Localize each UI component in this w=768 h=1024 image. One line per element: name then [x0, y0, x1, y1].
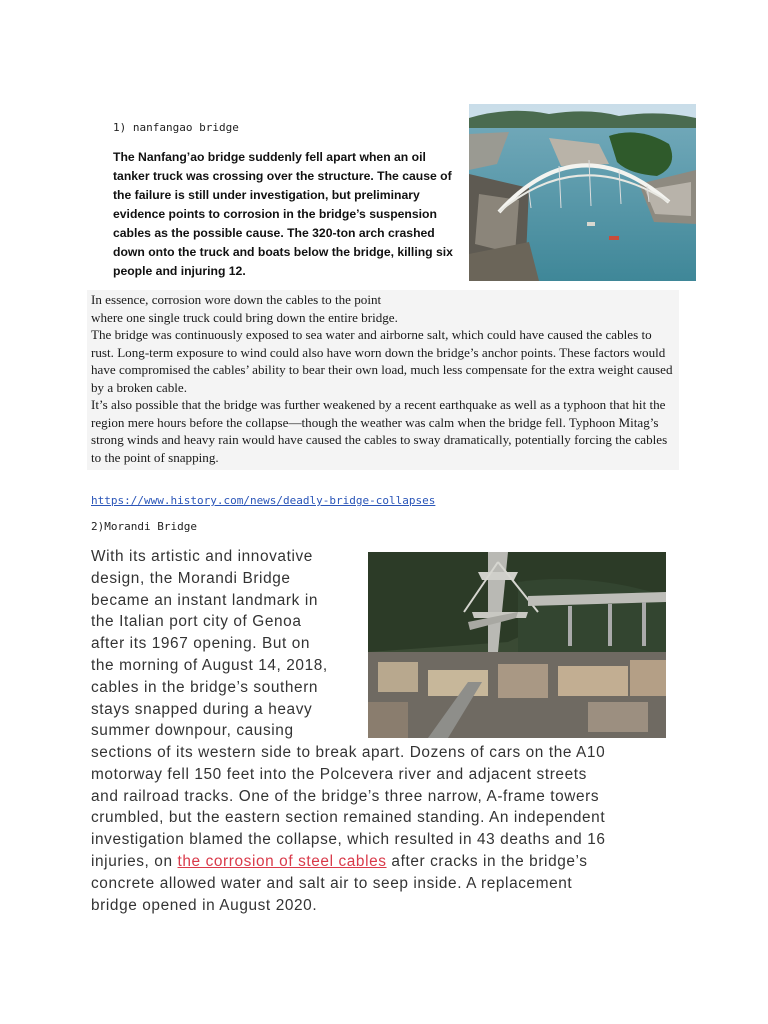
text-line: motorway fell 150 feet into the Polcevera river and adjacent streets — [91, 765, 587, 783]
text-line — [91, 851, 671, 873]
text-line: the Italian port city of Genoa — [91, 613, 302, 631]
essence-paragraph — [91, 291, 675, 466]
text-line: and railroad tracks. One of the bridge’s three narrow, A-frame towers — [91, 787, 600, 805]
text-line: investigation blamed the collapse, which resulted in 43 deaths and 16 — [91, 831, 606, 849]
text-line: the morning of August 14, 2018, — [91, 656, 328, 674]
essence-line: In essence, corrosion wore down the cables to the point — [91, 292, 382, 307]
text-line: crumbled, but the eastern section remained standing. An independent — [91, 809, 606, 827]
essence-line: It’s also possible that the bridge was further weakened by a recent earthquake as well as a typhoon that hit the region mere hours before the collapse—though the weather was calm when the bridge fell. Typhoon Mitag’s strong winds and heavy rain would have caused the cables to sway dramatically, potentially forcing the cables to the point of snapping. — [91, 397, 668, 465]
text-line: stays snapped during a heavy — [91, 700, 313, 718]
morandi-body-text — [91, 742, 671, 916]
morandi-photo-illustration — [368, 552, 666, 738]
text-line: With its artistic and innovative — [91, 548, 313, 565]
text-line: concrete allowed water and salt air to seep inside. A replacement — [91, 874, 573, 892]
nanfangao-bridge-photo — [469, 104, 696, 281]
text-line: summer downpour, causing — [91, 722, 294, 740]
text-line: sections of its western side to break apart. Dozens of cars on the A10 — [91, 744, 606, 761]
injuries-suffix: after cracks in the bridge’s — [386, 852, 588, 870]
morandi-intro-text — [91, 546, 363, 742]
text-line: cables in the bridge’s southern — [91, 678, 319, 696]
text-line: bridge opened in August 2020. — [91, 896, 318, 914]
morandi-bridge-photo — [368, 552, 666, 738]
injuries-prefix: injuries, on — [91, 852, 178, 870]
essence-line: The bridge was continuously exposed to sea water and airborne salt, which could have caused the cables to rust. Long-term exposure to wind could also have worn down the bridge’s anchor points. These factors would have compromised the cables’ ability to bear their own load, much less compensate for the extra weight caused by a broken cable. — [91, 327, 673, 395]
nanfangao-photo-illustration — [469, 104, 696, 281]
essence-line: where one single truck could bring down the entire bridge. — [91, 309, 398, 325]
text-line: after its 1967 opening. But on — [91, 635, 311, 653]
text-line: became an instant landmark in — [91, 591, 318, 609]
section1-heading: 1) nanfangao bridge — [113, 121, 239, 134]
corrosion-steel-cables-link[interactable]: the corrosion of steel cables — [177, 852, 387, 870]
section2-heading: 2)Morandi Bridge — [91, 520, 197, 533]
history-article-link[interactable]: https://www.history.com/news/deadly-bridge-collapses — [91, 494, 436, 507]
nanfangao-summary: The Nanfang’ao bridge suddenly fell apart when an oil tanker truck was crossing over the structure. The cause of the failure is still under investigation, but preliminary evidence points to corrosion in the bridge’s suspension cables as the possible cause. The 320-ton arch crashed down onto the truck and boats below the bridge, killing six people and injuring 12. — [113, 150, 453, 278]
text-line: design, the Morandi Bridge — [91, 569, 291, 587]
